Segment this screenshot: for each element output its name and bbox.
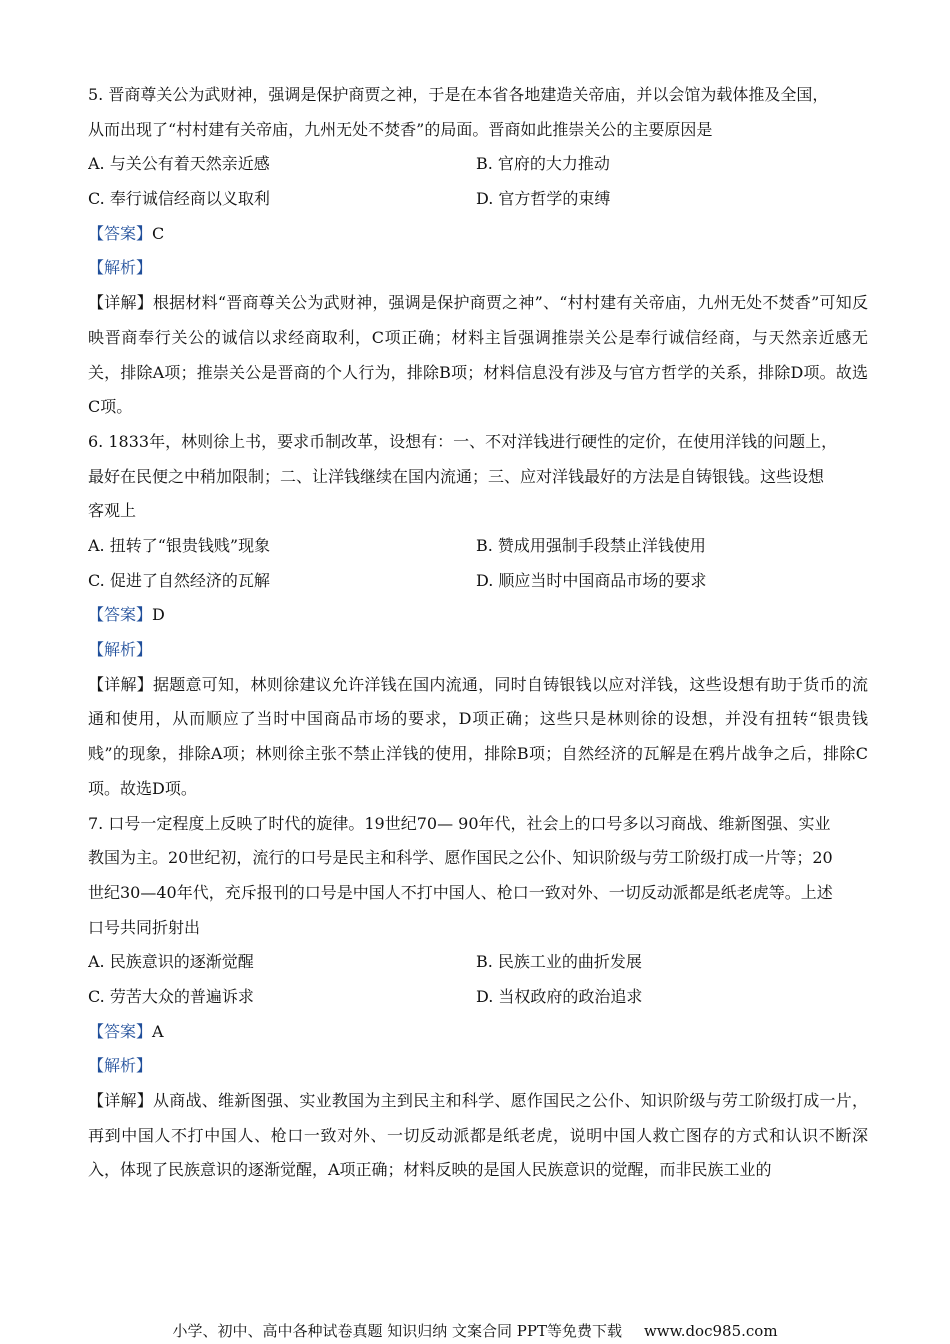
question-stem-line: 最好在民便之中稍加限制；二、让洋钱继续在国内流通；三、应对洋钱最好的方法是自铸银钱。这些设想 — [88, 466, 825, 486]
option-c: C. 劳苦大众的普遍诉求 — [88, 987, 254, 1006]
detail-paragraph — [88, 668, 868, 807]
option-b: B. 赞成用强制手段禁止洋钱使用 — [476, 536, 706, 555]
question-stem-line: 7. 口号一定程度上反映了时代的旋律。19世纪70— 90年代，社会上的口号多以习商战、维新图强、实业 — [88, 813, 831, 833]
answer-label: 【答案】 — [88, 605, 153, 625]
page-footer — [0, 1320, 950, 1341]
question-stem-line: 口号共同折射出 — [88, 917, 201, 937]
analysis-label: 【解析】 — [88, 258, 153, 278]
detail-text: 从商战、维新图强、实业教国为主到民主和科学、愿作国民之公仆、知识阶级与劳工阶级打成一片，再到中国人不打中国人、枪口一致对外、一切反动派都是纸老虎，说明中国人救亡图存的方式和认识不断深入，体现了民族意识的逐渐觉醒，A项正确；材料反映的是国人民族意识的觉醒，而非民族工业的 — [88, 1091, 868, 1180]
footer-link[interactable]: www.doc985.com — [643, 1322, 778, 1340]
question-stem-line: 从而出现了“村村建有关帝庙，九州无处不焚香”的局面。晋商如此推崇关公的主要原因是 — [88, 119, 713, 139]
footer-text: 小学、初中、高中各种试卷真题 知识归纳 文案合同 PPT等免费下载 — [172, 1322, 622, 1340]
option-d: D. 顺应当时中国商品市场的要求 — [476, 570, 707, 590]
answer-line — [88, 598, 868, 633]
question-stem-line: 客观上 — [88, 501, 137, 521]
answer-line — [88, 1015, 868, 1050]
option-a: A. 民族意识的逐渐觉醒 — [88, 952, 254, 972]
option-c: C. 促进了自然经济的瓦解 — [88, 570, 270, 590]
question-stem-line: 世纪30—40年代，充斥报刊的口号是中国人不打中国人、枪口一致对外、一切反动派都是纸老虎等。上述 — [88, 882, 833, 902]
options-row — [88, 945, 868, 980]
analysis-label: 【解析】 — [88, 1056, 153, 1076]
option-c: C. 奉行诚信经商以义取利 — [88, 189, 270, 209]
answer-label: 【答案】 — [88, 1021, 153, 1041]
option-a: A. 扭转了“银贵钱贱”现象 — [88, 536, 271, 555]
question-stem-line: 6. 1833年，林则徐上书，要求币制改革，设想有：一、不对洋钱进行硬性的定价，在使用洋钱的问题上， — [88, 431, 838, 451]
option-a: A. 与关公有着天然亲近感 — [88, 154, 270, 174]
answer-value: D — [152, 605, 165, 625]
detail-label: 【详解】 — [88, 1091, 154, 1111]
analysis-label: 【解析】 — [88, 640, 153, 660]
question-stem-line: 5. 晋商尊关公为武财神，强调是保护商贾之神，于是在本省各地建造关帝庙，并以会馆为载体推及全国， — [88, 85, 829, 104]
answer-value: A — [152, 1021, 164, 1041]
page-content — [88, 78, 868, 1188]
detail-paragraph — [88, 286, 868, 425]
detail-paragraph — [88, 1084, 868, 1188]
answer-line — [88, 217, 868, 252]
question-6 — [88, 425, 868, 807]
options-row — [88, 529, 868, 564]
option-b: B. 官府的大力推动 — [476, 154, 610, 174]
options-row — [88, 564, 868, 599]
option-d: D. 当权政府的政治追求 — [476, 987, 643, 1006]
option-b: B. 民族工业的曲折发展 — [476, 952, 642, 972]
question-7 — [88, 807, 868, 1189]
question-5 — [88, 78, 868, 425]
answer-label: 【答案】 — [88, 223, 153, 243]
question-stem-line: 教国为主。20世纪初，流行的口号是民主和科学、愿作国民之公仆、知识阶级与劳工阶级打成一片等；20 — [88, 848, 833, 868]
option-d: D. 官方哲学的束缚 — [476, 189, 611, 209]
detail-label: 【详解】 — [88, 674, 154, 694]
options-row — [88, 147, 868, 182]
options-row — [88, 980, 868, 1015]
detail-text: 据题意可知，林则徐建议允许洋钱在国内流通，同时自铸银钱以应对洋钱，这些设想有助于货币的流通和使用，从而顺应了当时中国商品市场的要求，D项正确；这些只是林则徐的设想，并没有扭转“银贵钱贱”的现象，排除A项；林则徐主张不禁止洋钱的使用，排除B项；自然经济的瓦解是在鸦片战争之后，排除C项。故选D项。 — [88, 674, 868, 798]
detail-text: 根据材料“晋商尊关公为武财神，强调是保护商贾之神”、“村村建有关帝庙，九州无处不焚香”可知反映晋商奉行关公的诚信以求经商取利，C项正确；材料主旨强调推崇关公是奉行诚信经商，与天然亲近感无关，排除A项；推崇关公是晋商的个人行为，排除B项；材料信息没有涉及与官方哲学的关系，排除D项。故选C项。 — [88, 293, 868, 417]
options-row — [88, 182, 868, 217]
answer-value: C — [152, 223, 165, 243]
detail-label: 【详解】 — [88, 293, 153, 313]
